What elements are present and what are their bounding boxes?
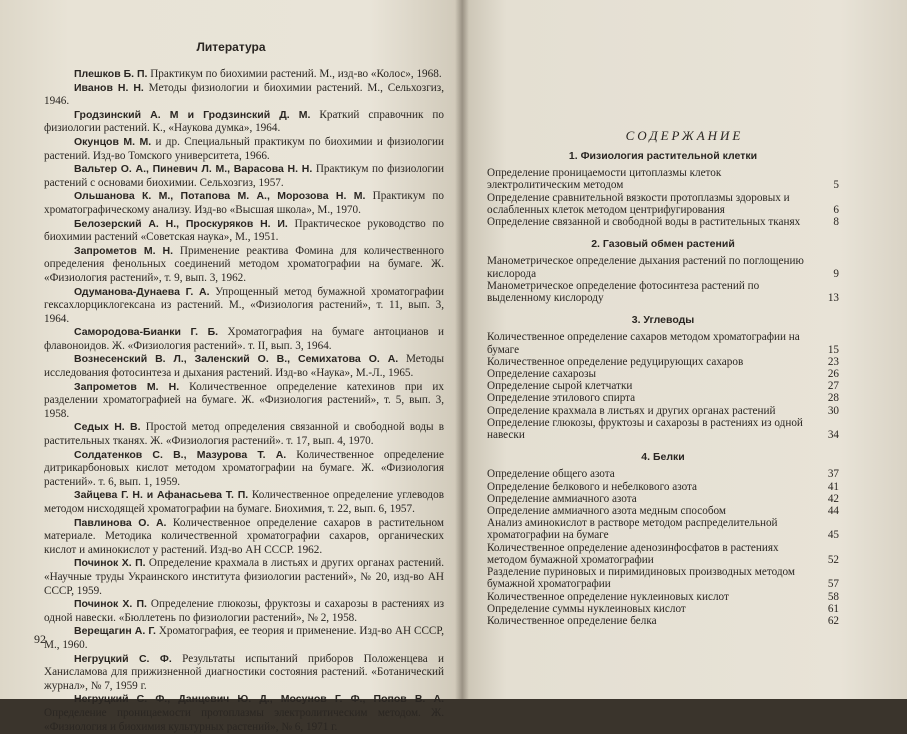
toc-entry (487, 591, 839, 603)
reference-authors: Ольшанова К. М., Потапова М. А., Морозова Н. М. (74, 190, 366, 203)
reference-text: Методы исследования фотосинтеза и дыхания растений. Изд-во «Наука», М.-Л., 1965. (44, 353, 444, 380)
toc-entry-title: Определение крахмала в листьях и других органах растений (487, 404, 776, 417)
reference-authors: Самородова-Бианки Г. Б. (74, 326, 219, 339)
toc-entry (487, 392, 839, 404)
reference-authors: Седых Н. В. (74, 421, 141, 434)
toc-entry (487, 417, 839, 441)
toc-entry-title: Количественное определение редуцирующих сахаров (487, 355, 744, 368)
reference-authors: Плешков Б. П. (74, 68, 148, 80)
toc-entry (487, 368, 839, 380)
toc-entry (487, 255, 839, 279)
toc-entry-page: 23 (827, 355, 839, 368)
reference-authors: Иванов Н. Н. (74, 81, 144, 94)
toc-entry-page: 44 (827, 505, 839, 518)
reference-authors: Солдатенков С. В., Мазурова Т. А. (74, 448, 287, 461)
reference-item (44, 449, 444, 490)
toc-entry-title: Определение суммы нуклеиновых кислот (487, 602, 686, 615)
section-heading: 3. Углеводы (631, 314, 695, 327)
toc-entry-title: Определение этилового спирта (487, 392, 636, 405)
toc-entry (487, 405, 839, 417)
reference-text: Хроматография на бумаге антоцианов и флавоноидов. Ж. «Физиология растений». т. II, вып. 3, 1964. (44, 326, 444, 352)
reference-item (44, 381, 444, 422)
reference-item (44, 326, 444, 353)
toc-entry-title: Определение аммиачного азота медным способом (487, 505, 727, 518)
reference-text: Количественное определение углеводов методом нисходящей хроматографии на бумаге. Биохимия, т. 22, вып. 6, 1957. (44, 489, 444, 515)
section-spacer (487, 304, 839, 314)
toc-entry (487, 505, 839, 517)
reference-text: Практикум по хроматографическому анализу. Изд-во «Высшая школа», М., 1970. (44, 190, 445, 216)
toc-entry-page: 61 (827, 602, 839, 615)
toc-entry-page: 41 (827, 480, 839, 493)
toc-entry-page: 57 (827, 578, 839, 591)
reference-authors: Зайцева Г. Н. и Афанасьева Т. П. (74, 489, 249, 502)
section-heading: 4. Белки (641, 451, 685, 464)
toc-entry-title: Определение сырой клетчатки (487, 380, 633, 393)
reference-authors: Гродзинский А. М и Гродзинский Д. М. (74, 108, 311, 121)
toc-entry-title: Количественное определение белка (487, 614, 657, 627)
toc-entry-page: 28 (827, 392, 839, 405)
reference-text: Определение глюкозы, фруктозы и сахарозы в растениях из одной навески. «Бюллетень по физиологии растений», № 2, 1958. (44, 598, 445, 624)
reference-text: Результаты испытаний приборов Положенцева и Ханисламова для прижизненной диагностики состояния растений. «Ботанический журнал», № 7, 1959 г. (44, 652, 444, 692)
toc-entry-title: Количественное определение сахаров методом хроматографии на бумаге (487, 331, 800, 356)
reference-authors: Запрометов М. Н. (74, 380, 180, 393)
toc-entry (487, 331, 839, 355)
toc-entry-page: 26 (827, 368, 839, 381)
reference-text: Количественное определение катехинов при их разделении хроматографией на бумаге. Ж. «Физиология растений», т. 5, вып. 3, 1958. (44, 380, 444, 420)
reference-item (44, 557, 444, 598)
toc-entry-title: Определение сахарозы (487, 368, 597, 381)
reference-authors: Починок Х. П. (74, 598, 147, 611)
toc-entry-page: 52 (827, 553, 839, 566)
reference-text: Определение крахмала в листьях и других органах растений. «Научные труды Украинского института физиологии растений», № 20, изд-во АН СССР, 1959. (44, 557, 444, 597)
reference-authors: Одуманова-Дунаева Г. А. (74, 285, 210, 298)
reference-authors: Вальтер О. А., Пиневич Л. М., Варасова Н. Н. (74, 163, 313, 176)
toc-entry-title: Количественное определение аденозинфосфатов в растениях методом бумажной хроматографии (487, 541, 779, 566)
reference-text: Количественное определение дитрикарбоновых кислот методом хроматографии на бумаге. Ж. «Физиология растений». т. 6, вып. 1, 1959. (44, 448, 444, 488)
toc-entry-page: 58 (827, 590, 839, 603)
toc-entry (487, 192, 839, 216)
reference-item (44, 625, 444, 652)
page-number: 92 (34, 632, 46, 646)
table-of-contents (487, 150, 839, 627)
toc-entry-title: Определение проницаемости цитоплазмы клеток электролитическим методом (487, 167, 722, 192)
toc-entry-page: 6 (833, 203, 839, 216)
reference-text: Количественное определение сахаров в растительном материале. Методика количественной хроматографии сахаров, органических кислот и аминокислот у растений. Изд-во АН СССР. 1962. (44, 516, 444, 556)
reference-text: Краткий справочник по физиологии растений. К., «Наукова думка», 1964. (44, 108, 444, 135)
toc-entry (487, 481, 839, 493)
toc-entry (487, 603, 839, 615)
toc-entry-page: 5 (833, 179, 839, 192)
toc-entry (487, 493, 839, 505)
toc-entry (487, 468, 839, 480)
toc-entry-page: 34 (827, 429, 839, 442)
reference-item (44, 163, 444, 190)
toc-entry-title: Количественное определение нуклеиновых кислот (487, 590, 729, 603)
reference-text: Практическое руководство по биохимии растений «Советская наука», М., 1951. (44, 217, 444, 244)
reference-authors: Негруцкий С. Ф. (74, 652, 172, 665)
reference-item (44, 286, 444, 327)
reference-authors: Белозерский А. Н., Проскуряков Н. И. (74, 217, 288, 230)
reference-item (44, 136, 444, 163)
reference-authors: Запрометов М. Н. (74, 244, 174, 257)
reference-item (44, 653, 444, 694)
toc-entry (487, 167, 839, 191)
reference-item (44, 598, 444, 625)
reference-authors: Окунцов М. М. (74, 135, 152, 148)
toc-entry-page: 37 (827, 468, 839, 481)
reference-item (44, 421, 444, 448)
toc-entry-page: 9 (833, 267, 839, 280)
toc-entry (487, 280, 839, 304)
toc-entry (487, 615, 839, 627)
toc-entry-title: Определение белкового и небелкового азота (487, 480, 698, 493)
toc-entry (487, 356, 839, 368)
reference-authors: Верещагин А. Г. (74, 625, 156, 638)
toc-entry (487, 517, 839, 541)
toc-entry (487, 542, 839, 566)
toc-entry-page: 45 (827, 529, 839, 542)
reference-text: Определение проницаемости протоплазмы электролитическим методом. Ж. «Физиология и биохимия культурных растений», № 6, 1971 г. (44, 706, 444, 733)
reference-item (44, 517, 444, 558)
toc-entry-page: 8 (833, 216, 839, 229)
section-spacer (487, 441, 839, 451)
literature-title: Литература (196, 40, 266, 54)
reference-item (44, 82, 444, 109)
toc-entry (487, 216, 839, 228)
reference-item (44, 218, 444, 245)
reference-item (44, 489, 444, 516)
reference-authors: Павлинова О. А. (74, 516, 167, 529)
toc-entry-title: Анализ аминокислот в растворе методом распределительной хроматографии на бумаге (487, 517, 778, 542)
section-spacer (487, 228, 839, 238)
book-gutter (455, 0, 469, 699)
toc-entry-title: Манометрическое определение фотосинтеза растений по выделенному кислороду (487, 279, 760, 305)
section-heading: 1. Физиология растительной клетки (568, 150, 758, 162)
reference-text: Простой метод определения связанной и свободной воды в растительных тканях. Ж. «Физиология растений». т. 17, вып. 4, 1970. (44, 421, 445, 448)
toc-entry-page: 62 (827, 614, 839, 627)
toc-entry-title: Определение аммиачного азота (487, 492, 637, 505)
section-heading: 2. Газовый обмен растений (591, 238, 735, 251)
contents-title: СОДЕРЖАНИЕ (625, 128, 744, 143)
toc-entry-page: 13 (827, 292, 839, 305)
reference-text: Методы физиологии и биохимии растений. М., Сельхозгиз, 1946. (44, 81, 444, 108)
toc-entry-page: 15 (827, 343, 839, 356)
toc-entry-title: Определение сравнительной вязкости протоплазмы здоровых и ослабленных клеток методом центрифугирования (487, 191, 790, 216)
reference-item (44, 109, 444, 136)
reference-item (44, 190, 444, 217)
reference-list (44, 68, 444, 734)
reference-text: Практикум по биохимии растений. М., изд-во «Колос», 1968. (147, 68, 442, 80)
reference-text: Упрощенный метод бумажной хроматографии гексахлорциклогексана из растений. М., «Физиология растений», т. 11, вып. 3, 1964. (44, 285, 444, 325)
reference-item (44, 353, 444, 380)
reference-authors: Вознесенский В. Л., Заленский О. В., Семихатова О. А. (74, 353, 399, 366)
toc-entry-title: Определение общего азота (487, 468, 615, 481)
reference-authors: Негруцкий С. Ф., Данцевич Ю. Д., Мосунов Г. Ф., Попов В. А. (74, 693, 444, 706)
reference-authors: Починок Х. П. (74, 557, 146, 570)
toc-entry-page: 27 (827, 380, 839, 393)
toc-entry-title: Разделение пуриновых и пиримидиновых производных методом бумажной хроматографии (487, 566, 795, 591)
toc-entry (487, 380, 839, 392)
toc-entry-page: 42 (827, 492, 839, 505)
reference-item (44, 245, 444, 286)
reference-item (44, 693, 444, 734)
reference-item (44, 68, 444, 82)
reference-text: Практикум по физиологии растений с основами биохимии. Сельхозгиз, 1957. (44, 163, 444, 189)
reference-text: Хроматография, ее теория и применение. Изд-во АН СССР, М., 1960. (44, 625, 444, 651)
toc-entry-title: Манометрическое определение дыхания растений по поглощению кислорода (487, 255, 804, 280)
reference-text: и др. Специальный практикум по биохимии и физиологии растений. Изд-во Томского университета, 1966. (44, 135, 444, 162)
toc-entry (487, 566, 839, 590)
toc-entry-title: Определение глюкозы, фруктозы и сахарозы в растениях из одной навески (487, 416, 803, 442)
reference-text: Применение реактива Фомина для количественного определения фенольных соединений методом хроматографии на бумаге. Ж. «Физиология растений», т. 9, вып. 3, 1962. (44, 244, 444, 284)
toc-entry-page: 30 (827, 404, 839, 417)
toc-entry-title: Определение связанной и свободной воды в растительных тканях (487, 216, 801, 229)
